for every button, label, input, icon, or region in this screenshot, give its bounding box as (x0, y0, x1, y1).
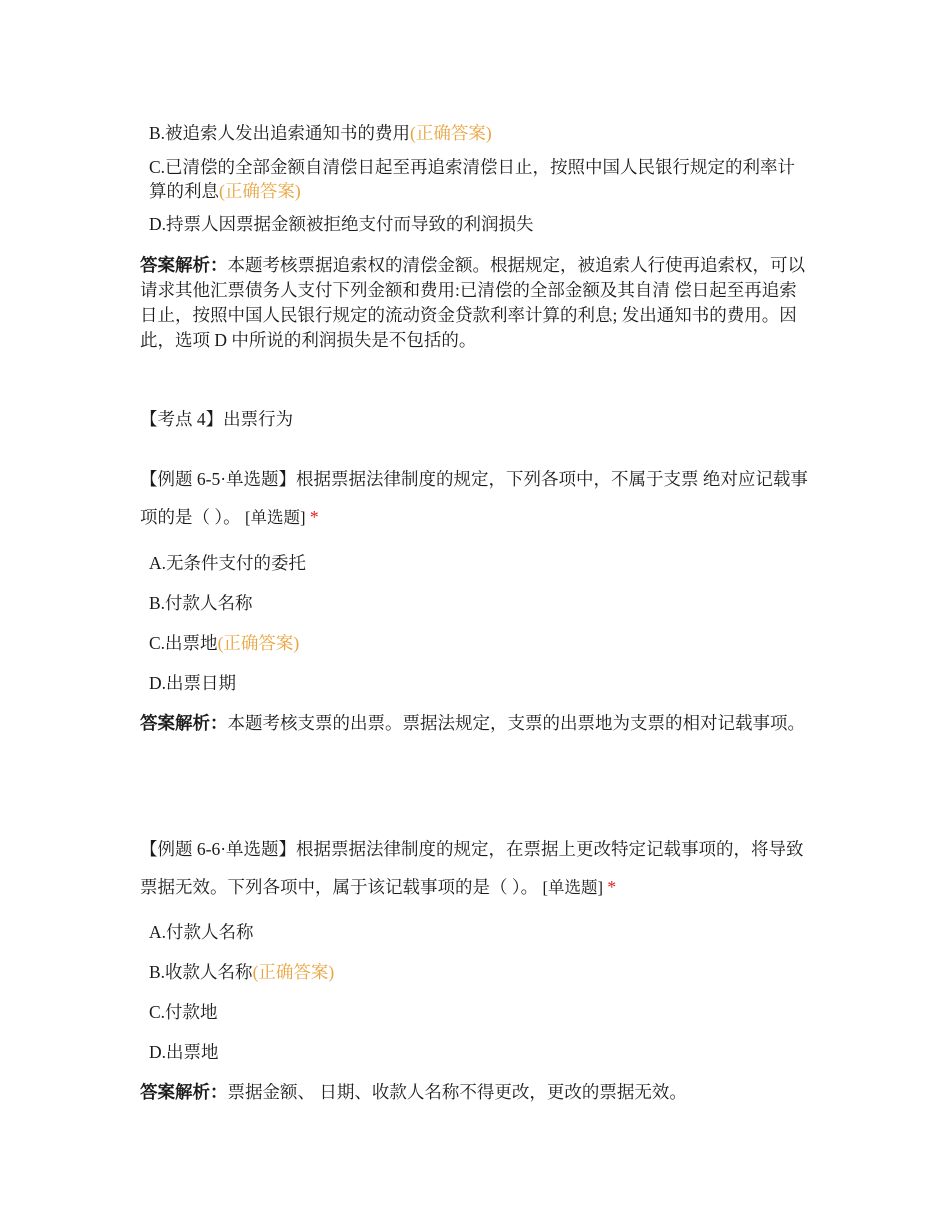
required-mark: * (309, 507, 319, 527)
question-text: 【例题 6-5·单选题】根据票据法律制度的规定，下列各项中，不属于支票 绝对应记载事项的是（ ）。 (140, 469, 808, 527)
q3-option-c (149, 1000, 218, 1024)
option-text: A.无条件支付的委托 (149, 553, 307, 573)
q3-option-b (149, 960, 334, 984)
q2-option-a (149, 551, 306, 575)
correct-answer-tag: (正确答案) (217, 633, 300, 653)
analysis-text: 本题考核支票的出票。票据法规定，支票的出票地为支票的相对记载事项。 (227, 713, 805, 733)
q1-answer-analysis (140, 253, 810, 353)
analysis-text: 本题考核票据追索权的清偿金额。根据规定，被追索人行使再追索权，可以请求其他汇票债务人支付下列金额和费用:已清偿的全部金额及其自清 偿日起至再追索日止，按照中国人民银行规定的流动资金贷款利率计算的利息; 发出通知书的费用。因此，选项 D 中所说的利润损失是不包括的。 (140, 255, 805, 350)
option-text: B.付款人名称 (149, 593, 253, 613)
correct-answer-tag: (正确答案) (252, 962, 335, 982)
analysis-label: 答案解析： (140, 255, 228, 275)
option-text: D.出票日期 (149, 673, 237, 693)
option-text: D.出票地 (149, 1042, 219, 1062)
q1-option-b (149, 121, 492, 145)
q2-answer-analysis (140, 711, 810, 736)
q1-option-c (149, 155, 809, 203)
option-text: B.收款人名称 (149, 962, 253, 982)
question-text: 【例题 6-6·单选题】根据票据法律制度的规定，在票据上更改特定记载事项的，将导致票据无效。下列各项中，属于该记载事项的是（ ）。 (140, 839, 804, 897)
analysis-label: 答案解析： (140, 713, 228, 733)
option-text: B.被追索人发出追索通知书的费用 (149, 123, 411, 143)
option-text: C.付款地 (149, 1002, 218, 1022)
question-type-label: [单选题] (245, 508, 306, 527)
option-text: A.付款人名称 (149, 922, 254, 942)
correct-answer-tag: (正确答案) (219, 181, 301, 201)
q2-option-d (149, 671, 236, 695)
analysis-text: 票据金额、 日期、收款人名称不得更改，更改的票据无效。 (227, 1082, 687, 1102)
q3-option-a (149, 920, 254, 944)
q3-option-d (149, 1040, 219, 1064)
section-heading: 【考点 4】出票行为 (140, 409, 294, 429)
correct-answer-tag: (正确答案) (410, 123, 492, 143)
q2-option-c (149, 631, 299, 655)
analysis-label: 答案解析： (140, 1082, 228, 1102)
q3-answer-analysis (140, 1080, 810, 1105)
question-type-label: [单选题] (542, 878, 603, 897)
required-mark: * (607, 877, 617, 897)
q3-stem (140, 830, 810, 907)
option-text: D.持票人因票据金额被拒绝支付而导致的利润损失 (149, 214, 534, 234)
option-text: C.出票地 (149, 633, 218, 653)
q2-stem (140, 460, 810, 537)
option-text: C.已清偿的全部金额自清偿日起至再追索清偿日止，按照中国人民银行规定的利率计算的利息 (149, 157, 796, 201)
q2-option-b (149, 591, 253, 615)
q1-option-d (149, 212, 534, 236)
